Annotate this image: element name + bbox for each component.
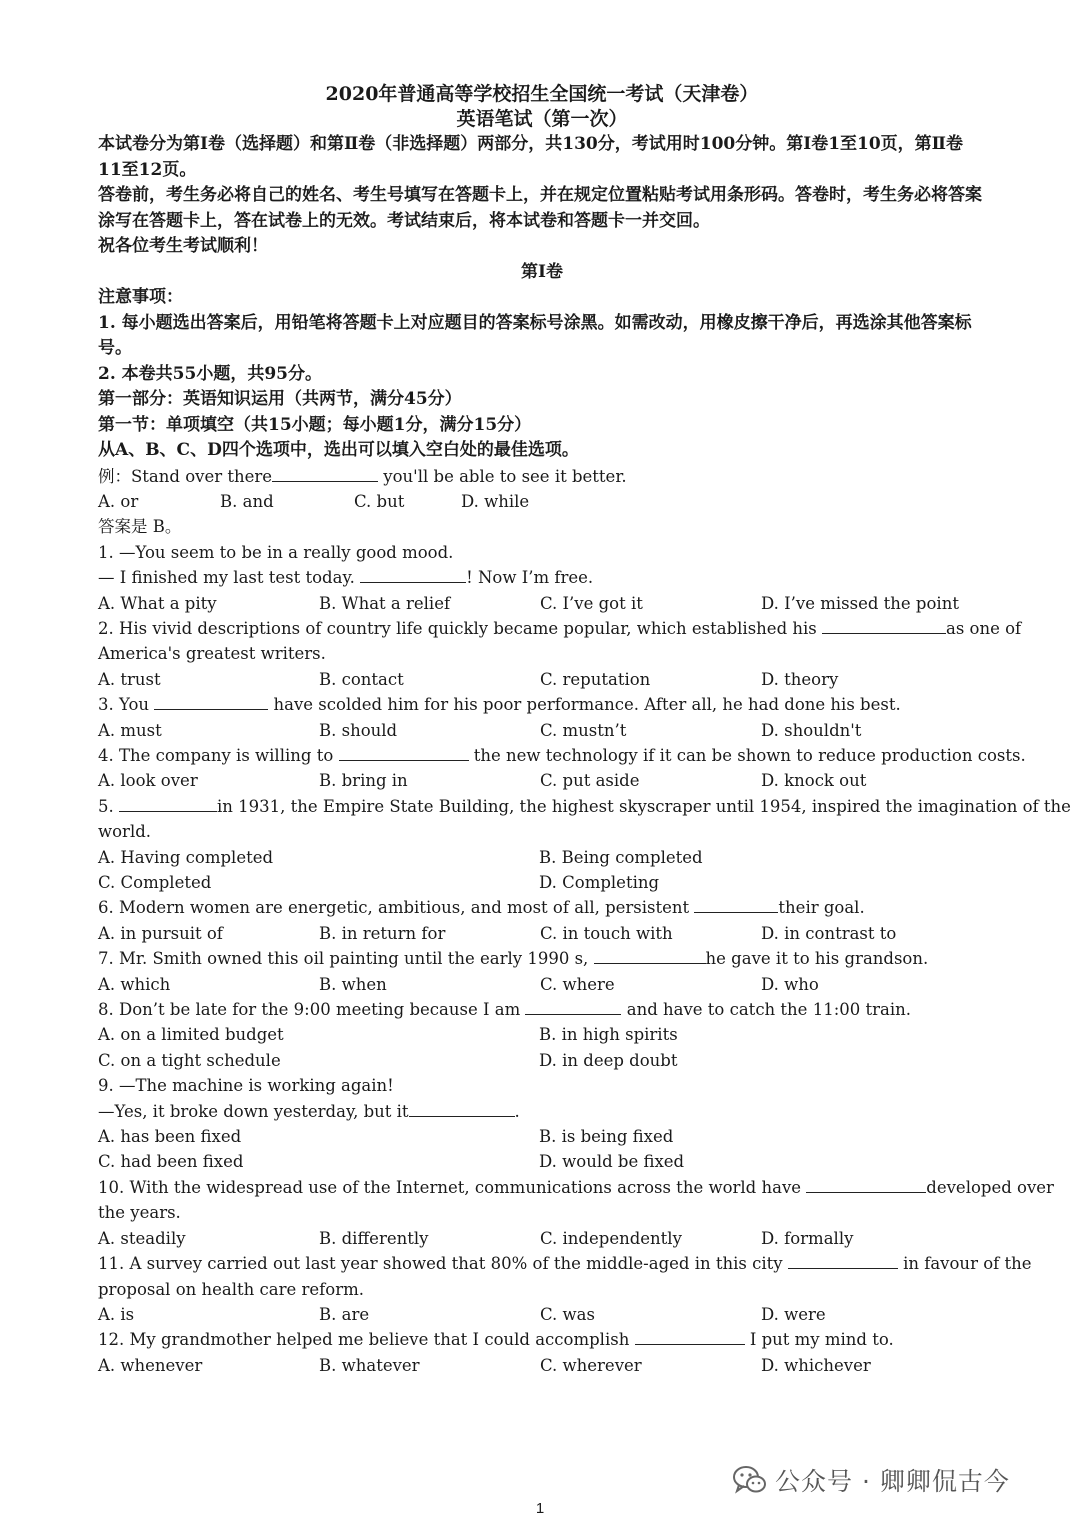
answer-blank [806, 1176, 926, 1193]
answer-blank [694, 896, 778, 913]
intro-paragraph-3: 祝各位考生考试顺利！ [98, 236, 268, 256]
option-c: C. but [354, 491, 405, 511]
option-c: C. wherever [540, 1355, 642, 1375]
option-c: C. where [540, 974, 615, 994]
option-b: B. Being completed [539, 847, 703, 867]
answer-blank [822, 617, 946, 634]
option-d: D. Completing [539, 873, 660, 892]
option-b: B. contact [319, 669, 404, 689]
option-b: B. are [319, 1304, 370, 1324]
question-6-options [98, 921, 986, 946]
example-question: 例：Stand over there you'll be able to see it better. [98, 466, 627, 486]
question-2-continued: America's greatest writers. [98, 644, 326, 664]
option-a: A. which [98, 974, 171, 994]
question-8-options-row-1 [98, 1022, 986, 1047]
question-11-options [98, 1302, 986, 1327]
option-b: B. should [319, 720, 398, 740]
part-1-heading: 第一部分：英语知识运用（共两节，满分45分） [98, 389, 462, 409]
question-5-options-row-1 [98, 845, 986, 870]
intro-paragraph-1: 本试卷分为第Ⅰ卷（选择题）和第Ⅱ卷（非选择题）两部分，共130分，考试用时100分钟。第Ⅰ卷1至10页，第Ⅱ卷11至12页。 [98, 134, 964, 180]
option-b: B. whatever [319, 1355, 420, 1375]
option-d: D. were [761, 1304, 826, 1324]
part-1-section-1-heading: 第一节：单项填空（共15小题；每小题1分，满分15分） [98, 414, 532, 435]
watermark-text: 公众号 · 卿卿侃古今 [775, 1467, 1010, 1496]
option-c: C. mustn’t [540, 720, 627, 740]
option-d: D. theory [761, 669, 839, 689]
option-a: A. on a limited budget [98, 1025, 284, 1045]
option-a: A. What a pity [98, 593, 217, 613]
question-1-options [98, 591, 986, 616]
option-d: D. would be fixed [539, 1152, 685, 1172]
answer-blank [525, 998, 621, 1015]
notice-item-2: 2. 本卷共55小题，共95分。 [98, 363, 322, 384]
question-7: 7. Mr. Smith owned this oil painting until the early 1990 s, he gave it to his grandson. [98, 949, 929, 969]
question-4-options [98, 768, 986, 793]
option-d: D. formally [761, 1228, 854, 1248]
option-d: D. while [461, 491, 530, 511]
exam-title: 2020年普通高等学校招生全国统一考试（天津卷） [325, 83, 759, 105]
section-label: 第Ⅰ卷 [521, 261, 563, 282]
example-options [98, 489, 986, 514]
question-7-options [98, 972, 986, 997]
notice-item-1: 1. 每小题选出答案后，用铅笔将答题卡上对应题目的答案标号涂黑。如需改动，用橡皮擦干净后，再选涂其他答案标号。 [98, 312, 972, 358]
option-d: D. whichever [761, 1355, 871, 1375]
option-b: B. in return for [319, 923, 446, 943]
option-a: A. Having completed [98, 847, 274, 867]
question-8-options-row-2 [98, 1048, 986, 1073]
option-d: D. I’ve missed the point [761, 593, 959, 613]
notice-title: 注意事项： [98, 287, 183, 307]
option-a: A. has been fixed [98, 1127, 242, 1147]
option-a: A. steadily [98, 1228, 186, 1248]
question-3-options [98, 718, 986, 743]
question-9-options-row-2 [98, 1149, 986, 1174]
answer-blank [154, 693, 268, 710]
option-d: D. shouldn't [761, 720, 862, 740]
intro-paragraph-2: 答卷前，考生务必将自己的姓名、考生号填写在答题卡上，并在规定位置粘贴考试用条形码。答卷时，考生务必将答案涂写在答题卡上，答在试卷上的无效。考试结束后，将本试卷和答题卡一并交回。 [98, 185, 982, 231]
answer-blank [409, 1100, 515, 1117]
option-a: A. or [98, 491, 139, 511]
question-6: 6. Modern women are energetic, ambitious, and most of all, persistent their goal. [98, 898, 865, 918]
question-2: 2. His vivid descriptions of country life quickly became popular, which established his as one of [98, 618, 1022, 638]
answer-blank [788, 1252, 898, 1269]
option-b: B. and [220, 491, 274, 511]
option-b: B. is being fixed [539, 1127, 674, 1147]
question-8: 8. Don’t be late for the 9:00 meeting because I am and have to catch the 11:00 train. [98, 1000, 911, 1020]
question-11: 11. A survey carried out last year showed that 80% of the middle-aged in this city in favour of the [98, 1254, 1032, 1274]
question-10: 10. With the widespread use of the Internet, communications across the world have developed over [98, 1177, 1054, 1197]
option-c: C. in touch with [540, 923, 673, 943]
wechat-icon [733, 1465, 767, 1495]
question-1-line-1: 1. —You seem to be in a really good mood. [98, 542, 454, 562]
option-c: C. independently [540, 1228, 682, 1248]
option-a: A. trust [98, 669, 161, 689]
question-9-line-1: 9. —The machine is working again! [98, 1076, 394, 1096]
watermark [733, 1462, 1010, 1498]
option-a: A. look over [98, 771, 198, 791]
question-12: 12. My grandmother helped me believe that I could accomplish I put my mind to. [98, 1330, 894, 1350]
question-2-options [98, 667, 986, 692]
option-d: D. who [761, 974, 819, 994]
answer-blank [272, 465, 378, 482]
option-b: B. when [319, 974, 387, 994]
option-c: C. reputation [540, 669, 651, 689]
question-11-continued: proposal on health care reform. [98, 1279, 364, 1299]
question-9-options-row-1 [98, 1124, 986, 1149]
question-5-continued: world. [98, 822, 152, 842]
option-a: A. whenever [98, 1355, 203, 1375]
answer-blank [119, 795, 217, 812]
answer-blank [360, 566, 466, 583]
page-number: 1 [535, 1500, 545, 1517]
question-1-line-2: — I finished my last test today. ! Now I’m free. [98, 568, 594, 588]
option-c: C. Completed [98, 873, 212, 892]
option-d: D. knock out [761, 771, 867, 791]
option-c: C. put aside [540, 771, 640, 791]
question-5: 5. in 1931, the Empire State Building, the highest skyscraper until 1954, inspired the imagination of the [98, 796, 1071, 816]
exam-subtitle: 英语笔试（第一次） [456, 108, 628, 130]
option-a: A. in pursuit of [98, 923, 223, 943]
question-12-options [98, 1353, 986, 1378]
question-9-line-2: —Yes, it broke down yesterday, but it . [98, 1101, 520, 1121]
answer-blank [635, 1328, 745, 1345]
question-10-continued: the years. [98, 1203, 181, 1223]
question-5-options-row-2 [98, 870, 986, 895]
option-a: A. must [98, 720, 162, 740]
answer-blank [339, 744, 469, 761]
instruction: 从A、B、C、D四个选项中，选出可以填入空白处的最佳选项。 [98, 440, 579, 460]
question-10-options [98, 1226, 986, 1251]
option-b: B. bring in [319, 771, 408, 791]
question-3: 3. You have scolded him for his poor performance. After all, he had done his best. [98, 695, 901, 715]
option-d: D. in deep doubt [539, 1050, 678, 1070]
option-c: C. on a tight schedule [98, 1050, 281, 1070]
question-4: 4. The company is willing to the new technology if it can be shown to reduce production costs. [98, 745, 1026, 765]
option-b: B. differently [319, 1228, 429, 1248]
option-c: C. was [540, 1304, 595, 1324]
exam-page [98, 82, 1071, 1378]
option-a: A. is [98, 1304, 135, 1324]
option-c: C. had been fixed [98, 1152, 244, 1172]
answer-blank [594, 947, 706, 964]
option-c: C. I’ve got it [540, 593, 643, 613]
option-b: B. in high spirits [539, 1025, 678, 1045]
option-d: D. in contrast to [761, 923, 897, 943]
option-b: B. What a relief [319, 593, 451, 613]
example-answer: 答案是 B。 [98, 517, 182, 537]
